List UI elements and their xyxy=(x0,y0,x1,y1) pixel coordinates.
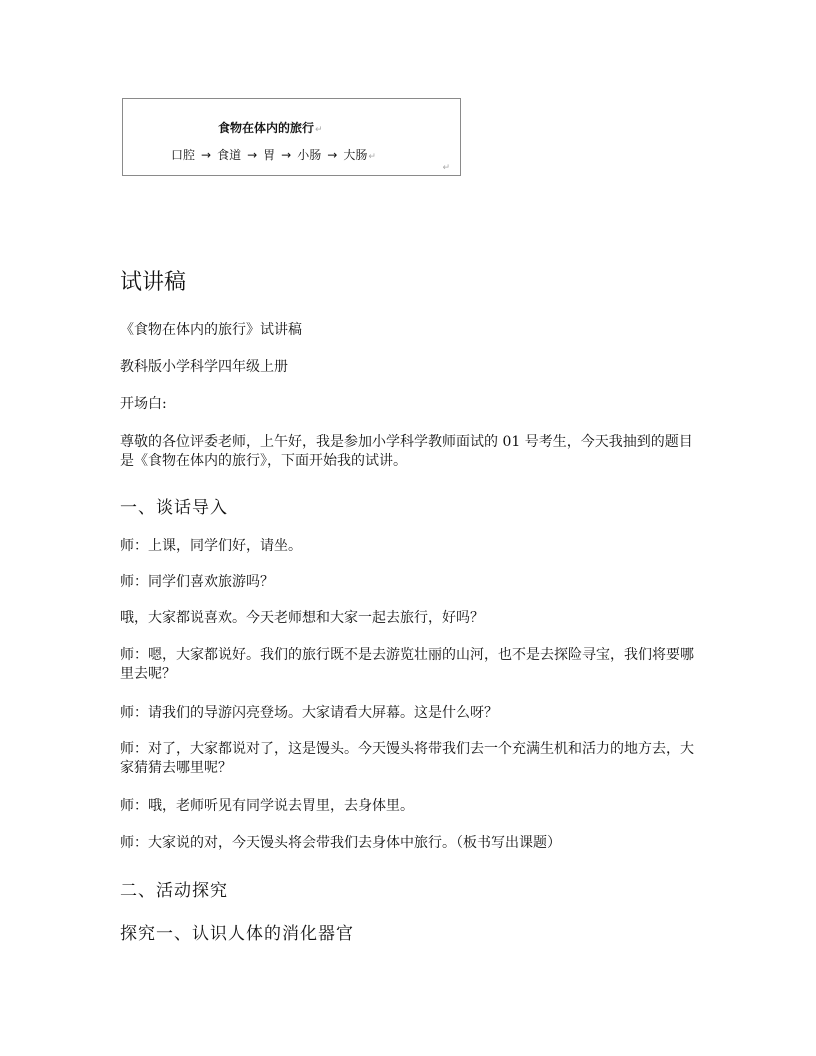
blackboard-figure xyxy=(122,98,461,176)
arrow-icon: → xyxy=(247,147,258,162)
dialogue-line: 师：大家说的对，今天馒头将会带我们去身体中旅行。（板书写出课题） xyxy=(120,835,561,851)
arrow-icon: → xyxy=(327,147,338,162)
opening-label: 开场白: xyxy=(120,396,167,412)
dialogue-line: 师：请我们的导游闪亮登场。大家请看大屏幕。这是什么呀？ xyxy=(120,705,498,721)
board-title: 食物在体内的旅行↵ xyxy=(218,121,323,135)
subsection-heading: 探究一、认识人体的消化器官 xyxy=(120,924,354,944)
section-heading-activity: 二、活动探究 xyxy=(120,881,228,901)
organ-large-intestine: 大肠↵ xyxy=(343,148,376,162)
organ-small-intestine: 小肠 xyxy=(297,148,322,162)
paragraph-mark: ↵ xyxy=(315,125,323,135)
section-heading-intro: 一、谈话导入 xyxy=(120,498,228,518)
opening-text: 尊敬的各位评委老师，上午好，我是参加小学科学教师面试的 01 号考生，今天我抽到的题目是《食物在体内的旅行》，下面开始我的试讲。 xyxy=(120,434,693,469)
dialogue-line: 师：哦，老师听见有同学说去胃里，去身体里。 xyxy=(120,798,414,814)
dialogue-line: 师：同学们喜欢旅游吗？ xyxy=(120,574,274,590)
digestive-flow xyxy=(171,146,376,163)
textbook-line: 教科版小学科学四年级上册 xyxy=(120,359,288,375)
arrow-icon: → xyxy=(281,147,292,162)
dialogue-line: 师：嗯，大家都说好。我们的旅行既不是去游览壮丽的山河，也不是去探险寻宝，我们将要哪里去呢？ xyxy=(120,647,694,682)
paragraph-end-mark: ↵ xyxy=(442,163,450,173)
organ-mouth: 口腔 xyxy=(171,148,196,162)
lesson-subtitle: 《食物在体内的旅行》试讲稿 xyxy=(120,322,302,338)
organ-stomach: 胃 xyxy=(263,148,276,162)
dialogue-line: 哦，大家都说喜欢。今天老师想和大家一起去旅行，好吗？ xyxy=(120,610,484,626)
dialogue-line: 师：上课，同学们好，请坐。 xyxy=(120,538,302,554)
organ-esophagus: 食道 xyxy=(217,148,242,162)
page-title: 试讲稿 xyxy=(120,270,187,295)
arrow-icon: → xyxy=(201,147,212,162)
dialogue-line: 师：对了，大家都说对了，这是馒头。今天馒头将带我们去一个充满生机和活力的地方去，大家猜猜去哪里呢？ xyxy=(120,741,694,776)
